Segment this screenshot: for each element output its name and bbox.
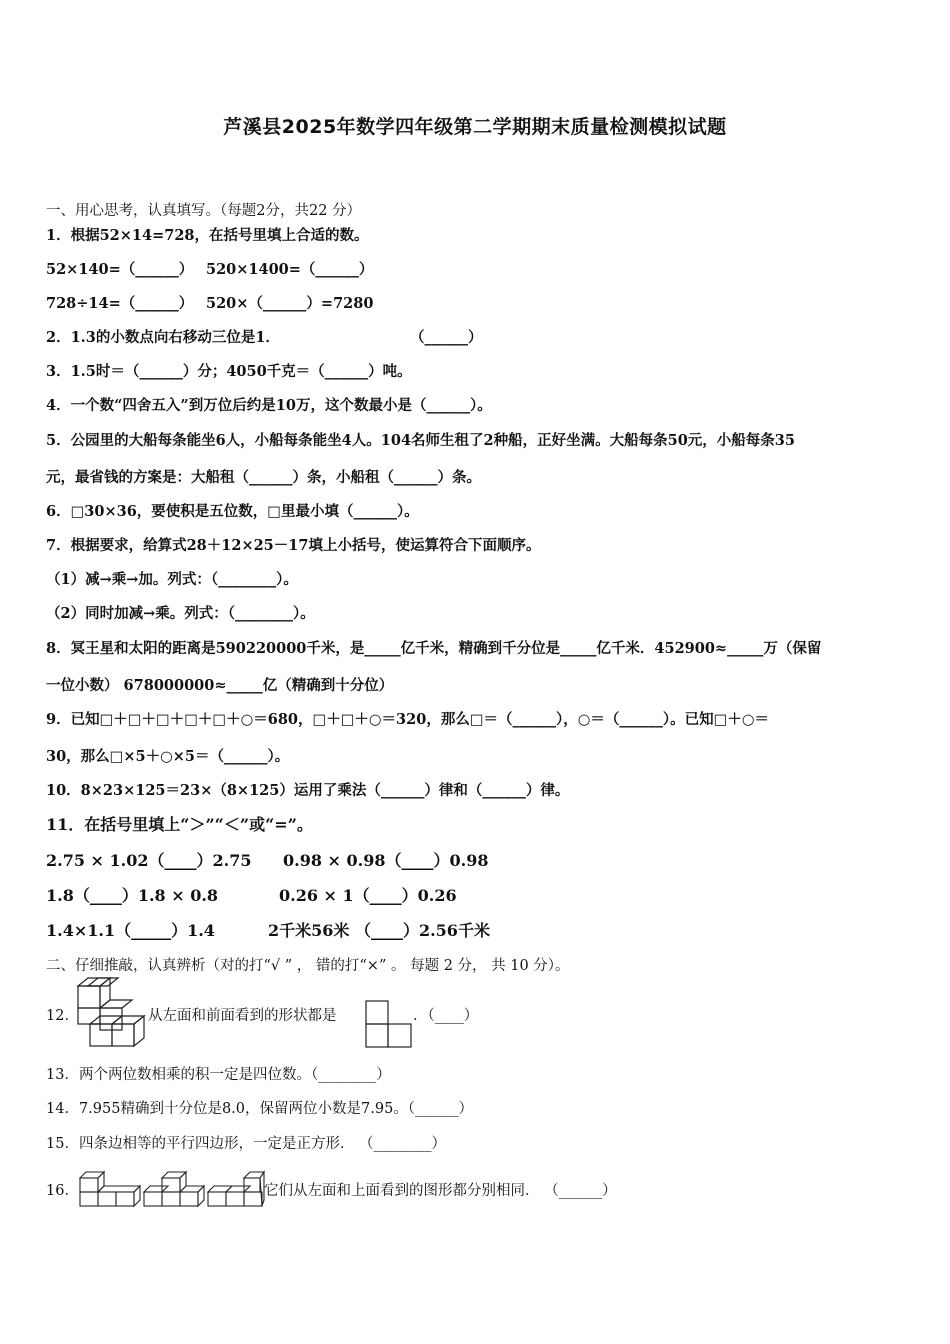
q1-a: 52×140=（______） <box>46 261 194 278</box>
q1-row2 <box>46 294 374 314</box>
q9-line2: 30，那么□×5＋○×5＝（______）。 <box>46 748 290 765</box>
q16-num: 16． <box>46 1183 79 1199</box>
q11-r3b: 2千米56米 （____）2.56千米 <box>268 921 490 940</box>
page-title: 芦溪县2025年数学四年级第二学期期末质量检测模拟试题 <box>223 116 727 138</box>
q8-line2: 一位小数） 678000000≈_____亿（精确到十分位） <box>46 677 394 694</box>
q2 <box>46 328 483 348</box>
q4: 4．一个数“四舍五入”到万位后约是10万，这个数最小是（______）。 <box>46 397 492 414</box>
q11-row1 <box>46 851 489 871</box>
q1-c: 728÷14=（______） <box>46 295 194 312</box>
q5-line1: 5．公园里的大船每条能坐6人，小船每条能坐4人。104名师生租了2种船，正好坐满。大船每条50元，小船每条35 <box>46 432 795 449</box>
q11-row3 <box>46 921 490 941</box>
q5-line2: 元，最省钱的方案是：大船租（______）条，小船租（______）条。 <box>46 469 481 486</box>
q12-cube-stack-figure <box>76 976 148 1048</box>
q7-a: （1）减→乘→加。列式：（________）。 <box>46 571 298 588</box>
q3: 3．1.5时＝（______）分；4050千克＝（______）吨。 <box>46 363 412 380</box>
q11-r1b: 0.98 × 0.98（____）0.98 <box>283 851 489 870</box>
q11-r3a: 1.4×1.1（_____）1.4 <box>46 921 215 940</box>
q9-line1: 9．已知□＋□＋□＋□＋□＋○＝680，□＋□＋○＝320，那么□＝（______），○＝（______）。已知□＋○＝ <box>46 711 770 728</box>
q12-num: 12． <box>46 1008 79 1024</box>
q7-stem: 7．根据要求，给算式28＋12×25－17填上小括号，使运算符合下面顺序。 <box>46 537 541 554</box>
q15: 15．四条边相等的平行四边形，一定是正方形． （________） <box>46 1136 447 1152</box>
q12-text: 从左面和前面看到的形状都是 <box>148 1008 337 1024</box>
q1-stem: 1．根据52×14=728，在括号里填上合适的数。 <box>46 227 369 244</box>
q6: 6．□30×36，要使积是五位数，□里最小填（______）。 <box>46 503 419 520</box>
q1-row1 <box>46 260 374 280</box>
q12-squares-figure <box>365 1000 413 1048</box>
q1-b: 520×1400=（______） <box>206 261 374 278</box>
q8-line1: 8．冥王星和太阳的距离是590220000千米，是_____亿千米，精确到千分位是_____亿千米．452900≈_____万（保留 <box>46 640 822 657</box>
section1-heading: 一、用心思考，认真填写。（每题2分，共22 分） <box>46 203 362 219</box>
q1-d: 520×（______）=7280 <box>206 295 374 312</box>
section2-heading: 二、仔细推敲，认真辨析（对的打“√ ” ， 错的打“×” 。 每题 2 分， 共 10 分）。 <box>46 958 570 974</box>
q2-blank: （______） <box>410 329 483 346</box>
q14: 14．7.955精确到十分位是8.0，保留两位小数是7.95。（______） <box>46 1101 474 1117</box>
q11-r2a: 1.8（____）1.8 × 0.8 <box>46 886 219 905</box>
q16-text: 它们从左面和上面看到的图形都分别相同． （______） <box>264 1183 617 1199</box>
q11-r1a: 2.75 × 1.02（____）2.75 <box>46 851 252 870</box>
q11-row2 <box>46 886 457 906</box>
q7-b: （2）同时加减→乘。列式：（________）。 <box>46 605 315 622</box>
q2-stem: 2．1.3的小数点向右移动三位是1． <box>46 329 280 346</box>
q13: 13．两个两位数相乘的积一定是四位数。（________） <box>46 1067 391 1083</box>
q16-block-figures <box>76 1166 266 1210</box>
q12-tail: ．（____） <box>413 1008 479 1024</box>
q11-stem: 11．在括号里填上“＞”“＜”或“=”。 <box>46 815 313 834</box>
q11-r2b: 0.26 × 1（____）0.26 <box>279 886 457 905</box>
q10: 10．8×23×125＝23×（8×125）运用了乘法（______）律和（______）律。 <box>46 782 570 799</box>
